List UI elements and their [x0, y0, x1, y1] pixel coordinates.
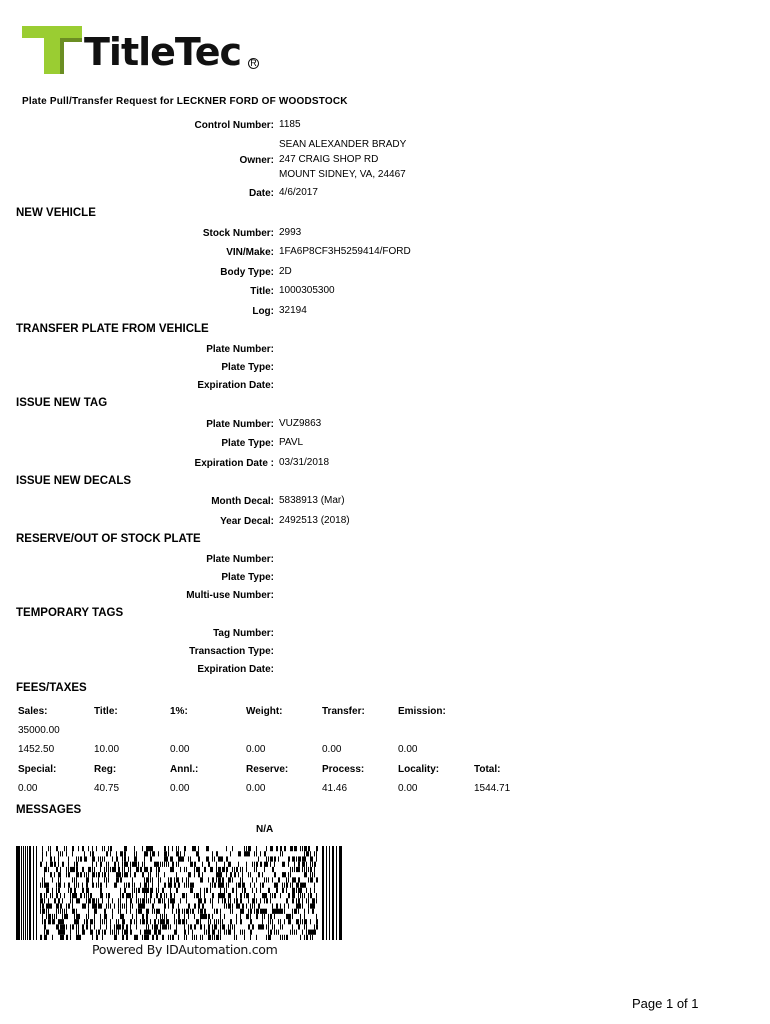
fee-header-reg: Reg:	[94, 764, 117, 775]
vin-make-value: 1FA6P8CF3H5259414/FORD	[279, 246, 411, 257]
fee-value-special: 0.00	[18, 783, 38, 794]
section-new-vehicle: NEW VEHICLE	[16, 207, 96, 219]
transfer-expiration-label: Expiration Date:	[197, 380, 274, 391]
new-tag-plate-type-label: Plate Type:	[221, 438, 274, 449]
document-title: Plate Pull/Transfer Request for LECKNER FORD OF WOODSTOCK	[22, 96, 348, 107]
reserve-plate-type-label: Plate Type:	[221, 572, 274, 583]
pdf417-barcode	[16, 846, 342, 940]
fee-header-weight: Weight:	[246, 706, 283, 717]
fee-value-annl: 0.00	[170, 783, 190, 794]
transfer-plate-number-label: Plate Number:	[206, 344, 274, 355]
registered-icon: R	[248, 58, 259, 69]
section-transfer-plate: TRANSFER PLATE FROM VEHICLE	[16, 323, 209, 335]
new-tag-plate-type-value: PAVL	[279, 437, 304, 448]
fee-header-emission: Emission:	[398, 706, 446, 717]
body-type-value: 2D	[279, 266, 292, 277]
owner-label: Owner:	[239, 155, 274, 166]
fee-value-weight: 0.00	[246, 744, 266, 755]
new-tag-expiration-label: Expiration Date :	[194, 458, 274, 469]
vin-make-label: VIN/Make:	[226, 247, 274, 258]
control-number-label: Control Number:	[194, 120, 274, 131]
fee-header-reserve: Reserve:	[246, 764, 289, 775]
body-type-label: Body Type:	[220, 267, 274, 278]
fee-sales-amount: 35000.00	[18, 725, 60, 736]
temp-tag-number-label: Tag Number:	[213, 628, 274, 639]
page-number: Page 1 of 1	[632, 996, 699, 1011]
fee-value-emission: 0.00	[398, 744, 418, 755]
log-label: Log:	[252, 306, 274, 317]
fee-header-locality: Locality:	[398, 764, 440, 775]
powered-by-text: Powered By IDAutomation.com	[92, 942, 278, 957]
logo-wordmark: TitleTec	[84, 30, 242, 74]
section-reserve-plate: RESERVE/OUT OF STOCK PLATE	[16, 533, 201, 545]
section-issue-new-tag: ISSUE NEW TAG	[16, 397, 108, 409]
fee-value-title: 10.00	[94, 744, 120, 755]
fee-header-special: Special:	[18, 764, 57, 775]
fee-header-title: Title:	[94, 706, 118, 717]
section-issue-new-decals: ISSUE NEW DECALS	[16, 475, 132, 487]
date-label: Date:	[248, 188, 274, 199]
stock-number-label: Stock Number:	[202, 228, 274, 239]
section-temporary-tags: TEMPORARY TAGS	[16, 607, 124, 619]
fee-header-transfer: Transfer:	[322, 706, 365, 717]
month-decal-value: 5838913 (Mar)	[279, 495, 345, 506]
fee-value-sales: 1452.50	[18, 744, 55, 755]
stock-number-value: 2993	[279, 227, 302, 238]
section-messages: MESSAGES	[16, 804, 82, 816]
new-tag-plate-number-value: VUZ9863	[279, 418, 322, 429]
temp-transaction-type-label: Transaction Type:	[189, 646, 274, 657]
section-fees-taxes: FEES/TAXES	[16, 682, 87, 694]
fee-header-sales: Sales:	[18, 706, 48, 717]
logo-t-mark	[22, 24, 86, 76]
owner-line-3: MOUNT SIDNEY, VA, 24467	[279, 169, 406, 180]
owner-line-2: 247 CRAIG SHOP RD	[279, 154, 379, 165]
fee-value-total: 1544.71	[474, 783, 511, 794]
year-decal-label: Year Decal:	[220, 516, 274, 527]
titletec-logo	[22, 24, 257, 76]
date-value: 4/6/2017	[279, 187, 318, 198]
reserve-plate-number-label: Plate Number:	[206, 554, 274, 565]
title-value: 1000305300	[279, 285, 335, 296]
transfer-plate-type-label: Plate Type:	[221, 362, 274, 373]
fee-header-process: Process:	[322, 764, 365, 775]
fee-value-process: 41.46	[322, 783, 348, 794]
month-decal-label: Month Decal:	[211, 496, 274, 507]
fee-header-total: Total:	[474, 764, 501, 775]
reserve-multi-use-label: Multi-use Number:	[186, 590, 274, 601]
fee-value-transfer: 0.00	[322, 744, 342, 755]
fee-value-locality: 0.00	[398, 783, 418, 794]
fee-value-one-percent: 0.00	[170, 744, 190, 755]
fee-header-one-percent: 1%:	[170, 706, 188, 717]
fee-value-reserve: 0.00	[246, 783, 266, 794]
fee-value-reg: 40.75	[94, 783, 120, 794]
log-value: 32194	[279, 305, 307, 316]
temp-expiration-label: Expiration Date:	[197, 664, 274, 675]
fee-header-annl: Annl.:	[170, 764, 199, 775]
new-tag-expiration-value: 03/31/2018	[279, 457, 330, 468]
new-tag-plate-number-label: Plate Number:	[206, 419, 274, 430]
messages-text: N/A	[256, 824, 274, 835]
owner-line-1: SEAN ALEXANDER BRADY	[279, 139, 407, 150]
year-decal-value: 2492513 (2018)	[279, 515, 350, 526]
title-label: Title:	[250, 286, 274, 297]
control-number-value: 1185	[279, 119, 301, 130]
